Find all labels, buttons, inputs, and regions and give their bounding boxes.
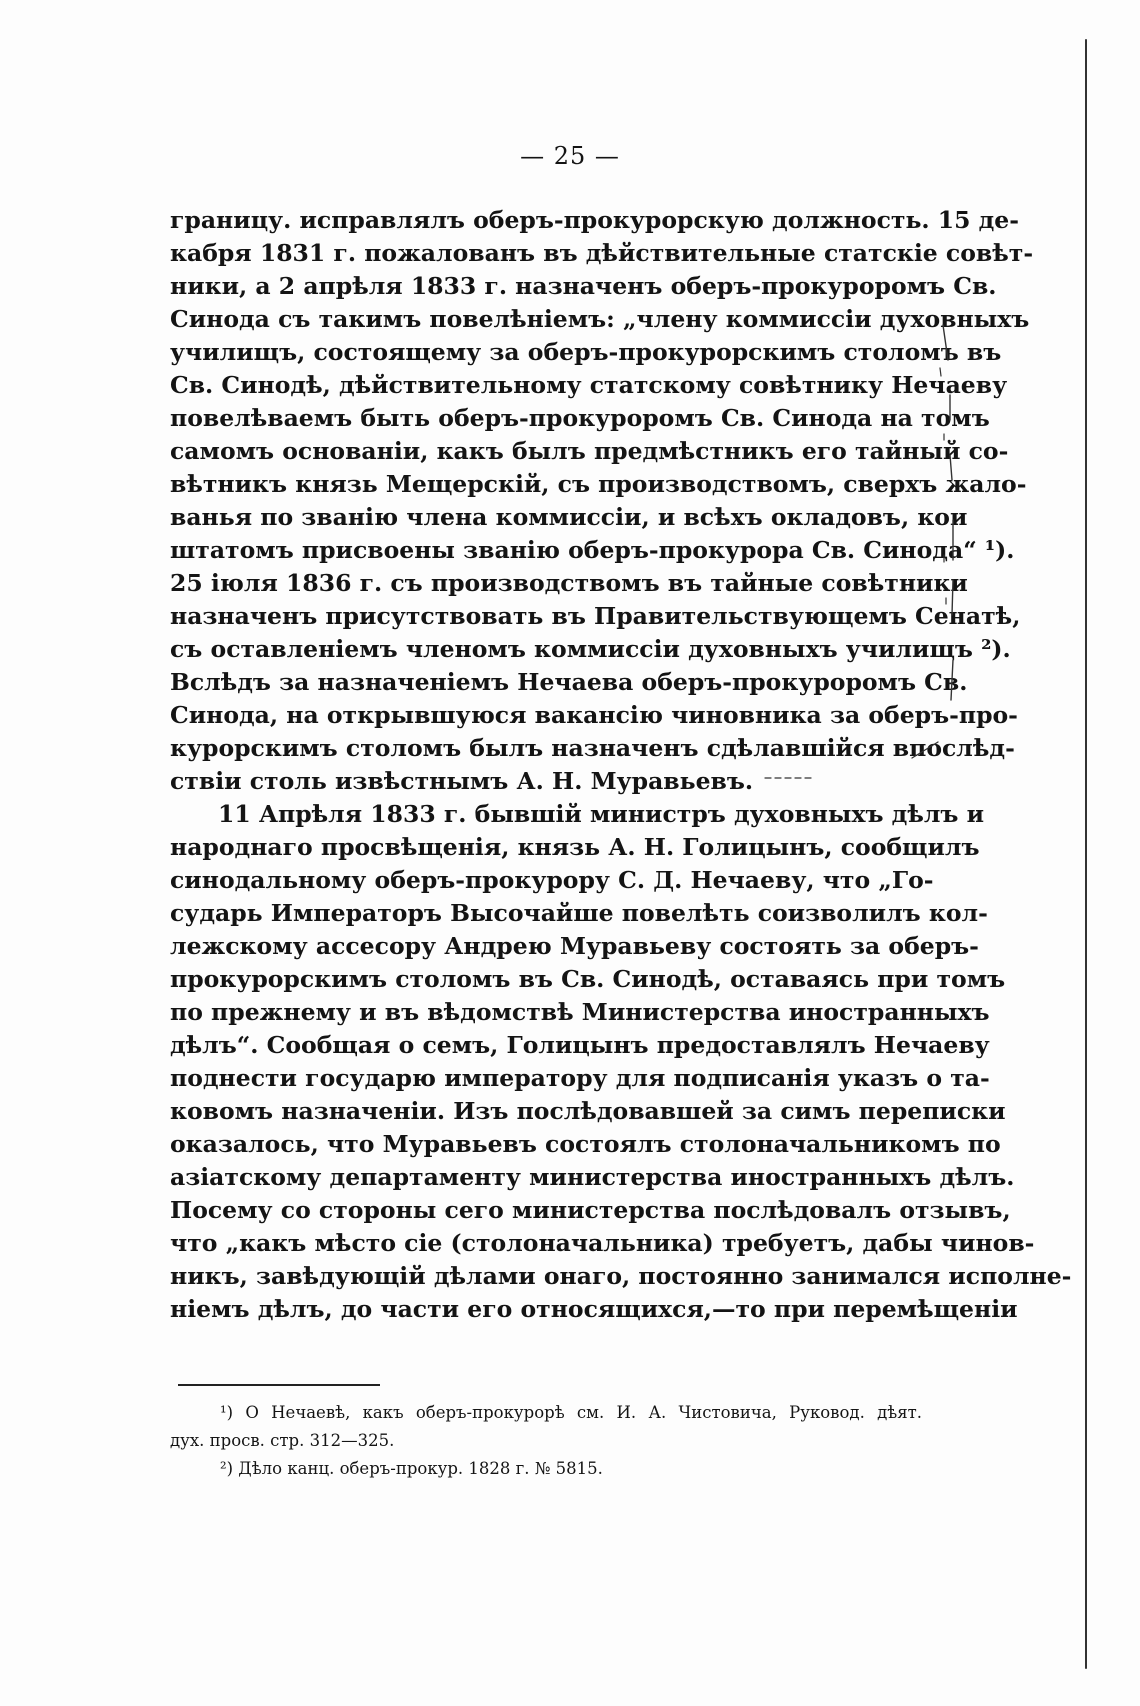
text-line: кабря 1831 г. пожалованъ въ дѣйствительные статскiе совѣт- (170, 239, 1034, 267)
text-line: съ оставленiемъ членомъ коммиссiи духовныхъ училищъ ²). (170, 635, 1011, 663)
text-line: ковомъ назначенiи. Изъ послѣдовавшей за симъ переписки (170, 1097, 1006, 1125)
text-line: 25 iюля 1836 г. съ производствомъ въ тайные совѣтники (170, 569, 968, 597)
text-line: нiемъ дѣлъ, до части его относящихся,—то при перемѣщенiи (170, 1295, 1018, 1323)
margin-pencil-line (943, 325, 953, 700)
text-line: оказалось, что Муравьевъ состоялъ столоначальникомъ по (170, 1130, 1001, 1158)
text-line: ствiи столь извѣстнымъ А. Н. Муравьевъ. (170, 767, 754, 795)
text-line: синодальному оберъ-прокурору С. Д. Нечаеву, что „Го- (170, 866, 934, 894)
text-line: никъ, завѣдующiй дѣлами онаго, постоянно занимался исполне- (170, 1262, 1072, 1290)
text-line: назначенъ присутствовать въ Правительствующемъ Сенатѣ, (170, 602, 1021, 630)
margin-pencil-dots (940, 368, 946, 604)
text-line: ники, а 2 апрѣля 1833 г. назначенъ оберъ-прокуроромъ Св. (170, 272, 997, 300)
text-line: Синода, на открывшуюся вакансiю чиновника за оберъ-про- (170, 701, 1018, 729)
text-line: Вслѣдъ за назначенiемъ Нечаева оберъ-прокуроромъ Св. (170, 668, 968, 696)
text-line: 11 Апрѣля 1833 г. бывшiй министръ духовныхъ дѣлъ и (218, 800, 985, 828)
margin-pencil-tick (912, 742, 938, 758)
text-line: ванья по званiю члена коммиссiи, и всѣхъ окладовъ, кои (170, 503, 968, 531)
text-line: поднести государю императору для подписанiя указъ о та- (170, 1064, 990, 1092)
text-line: вѣтникъ князь Мещерскiй, съ производствомъ, сверхъ жало- (170, 470, 1027, 498)
text-line: границу. исправлялъ оберъ-прокурорскую должность. 15 де- (170, 206, 1020, 234)
text-line: народнаго просвѣщенiя, князь А. Н. Голицынъ, сообщилъ (170, 833, 980, 861)
text-line: повелѣваемъ быть оберъ-прокуроромъ Св. Синода на томъ (170, 404, 990, 432)
text-line: сударь Императоръ Высочайше повелѣть соизволилъ кол- (170, 899, 988, 927)
text-line: азiатскому департаменту министерства иностранныхъ дѣлъ. (170, 1163, 1015, 1191)
footnote-line: дух. просв. стр. 312—325. (170, 1431, 395, 1450)
page-number: — 25 — (520, 142, 620, 170)
text-line: самомъ основанiи, какъ былъ предмѣстникъ его тайный со- (170, 437, 1009, 465)
text-line: дѣлъ“. Сообщая о семъ, Голицынъ предоставлялъ Нечаеву (170, 1031, 990, 1059)
text-line: что „какъ мѣсто сiе (столоначальника) требуетъ, дабы чинов- (170, 1229, 1035, 1257)
footnote-line: ¹) О Нечаевѣ, какъ оберъ-прокурорѣ см. И. А. Чистовича, Руковод. дѣят. (220, 1403, 922, 1422)
text-line: прокурорскимъ столомъ въ Св. Синодѣ, оставаясь при томъ (170, 965, 1006, 993)
text-line: штатомъ присвоены званiю оберъ-прокурора Св. Синода“ ¹). (170, 536, 1015, 564)
text-line: лежскому ассесору Андрею Муравьеву состоять за оберъ- (170, 932, 979, 960)
text-line: Синода съ такимъ повелѣнiемъ: „члену коммиссiи духовныхъ (170, 305, 1030, 333)
text-line: Посему со стороны сего министерства послѣдовалъ отзывъ, (170, 1196, 1011, 1224)
footnote-line: ²) Дѣло канц. оберъ-прокур. 1828 г. № 5815. (220, 1459, 603, 1478)
text-line: училищъ, состоящему за оберъ-прокурорскимъ столомъ въ (170, 338, 1002, 366)
text-line: курорскимъ столомъ былъ назначенъ сдѣлавшiйся впослѣд- (170, 734, 1015, 762)
text-line: Св. Синодѣ, дѣйствительному статскому совѣтнику Нечаеву (170, 371, 1008, 399)
text-line: по прежнему и въ вѣдомствѣ Министерства иностранныхъ (170, 998, 990, 1026)
